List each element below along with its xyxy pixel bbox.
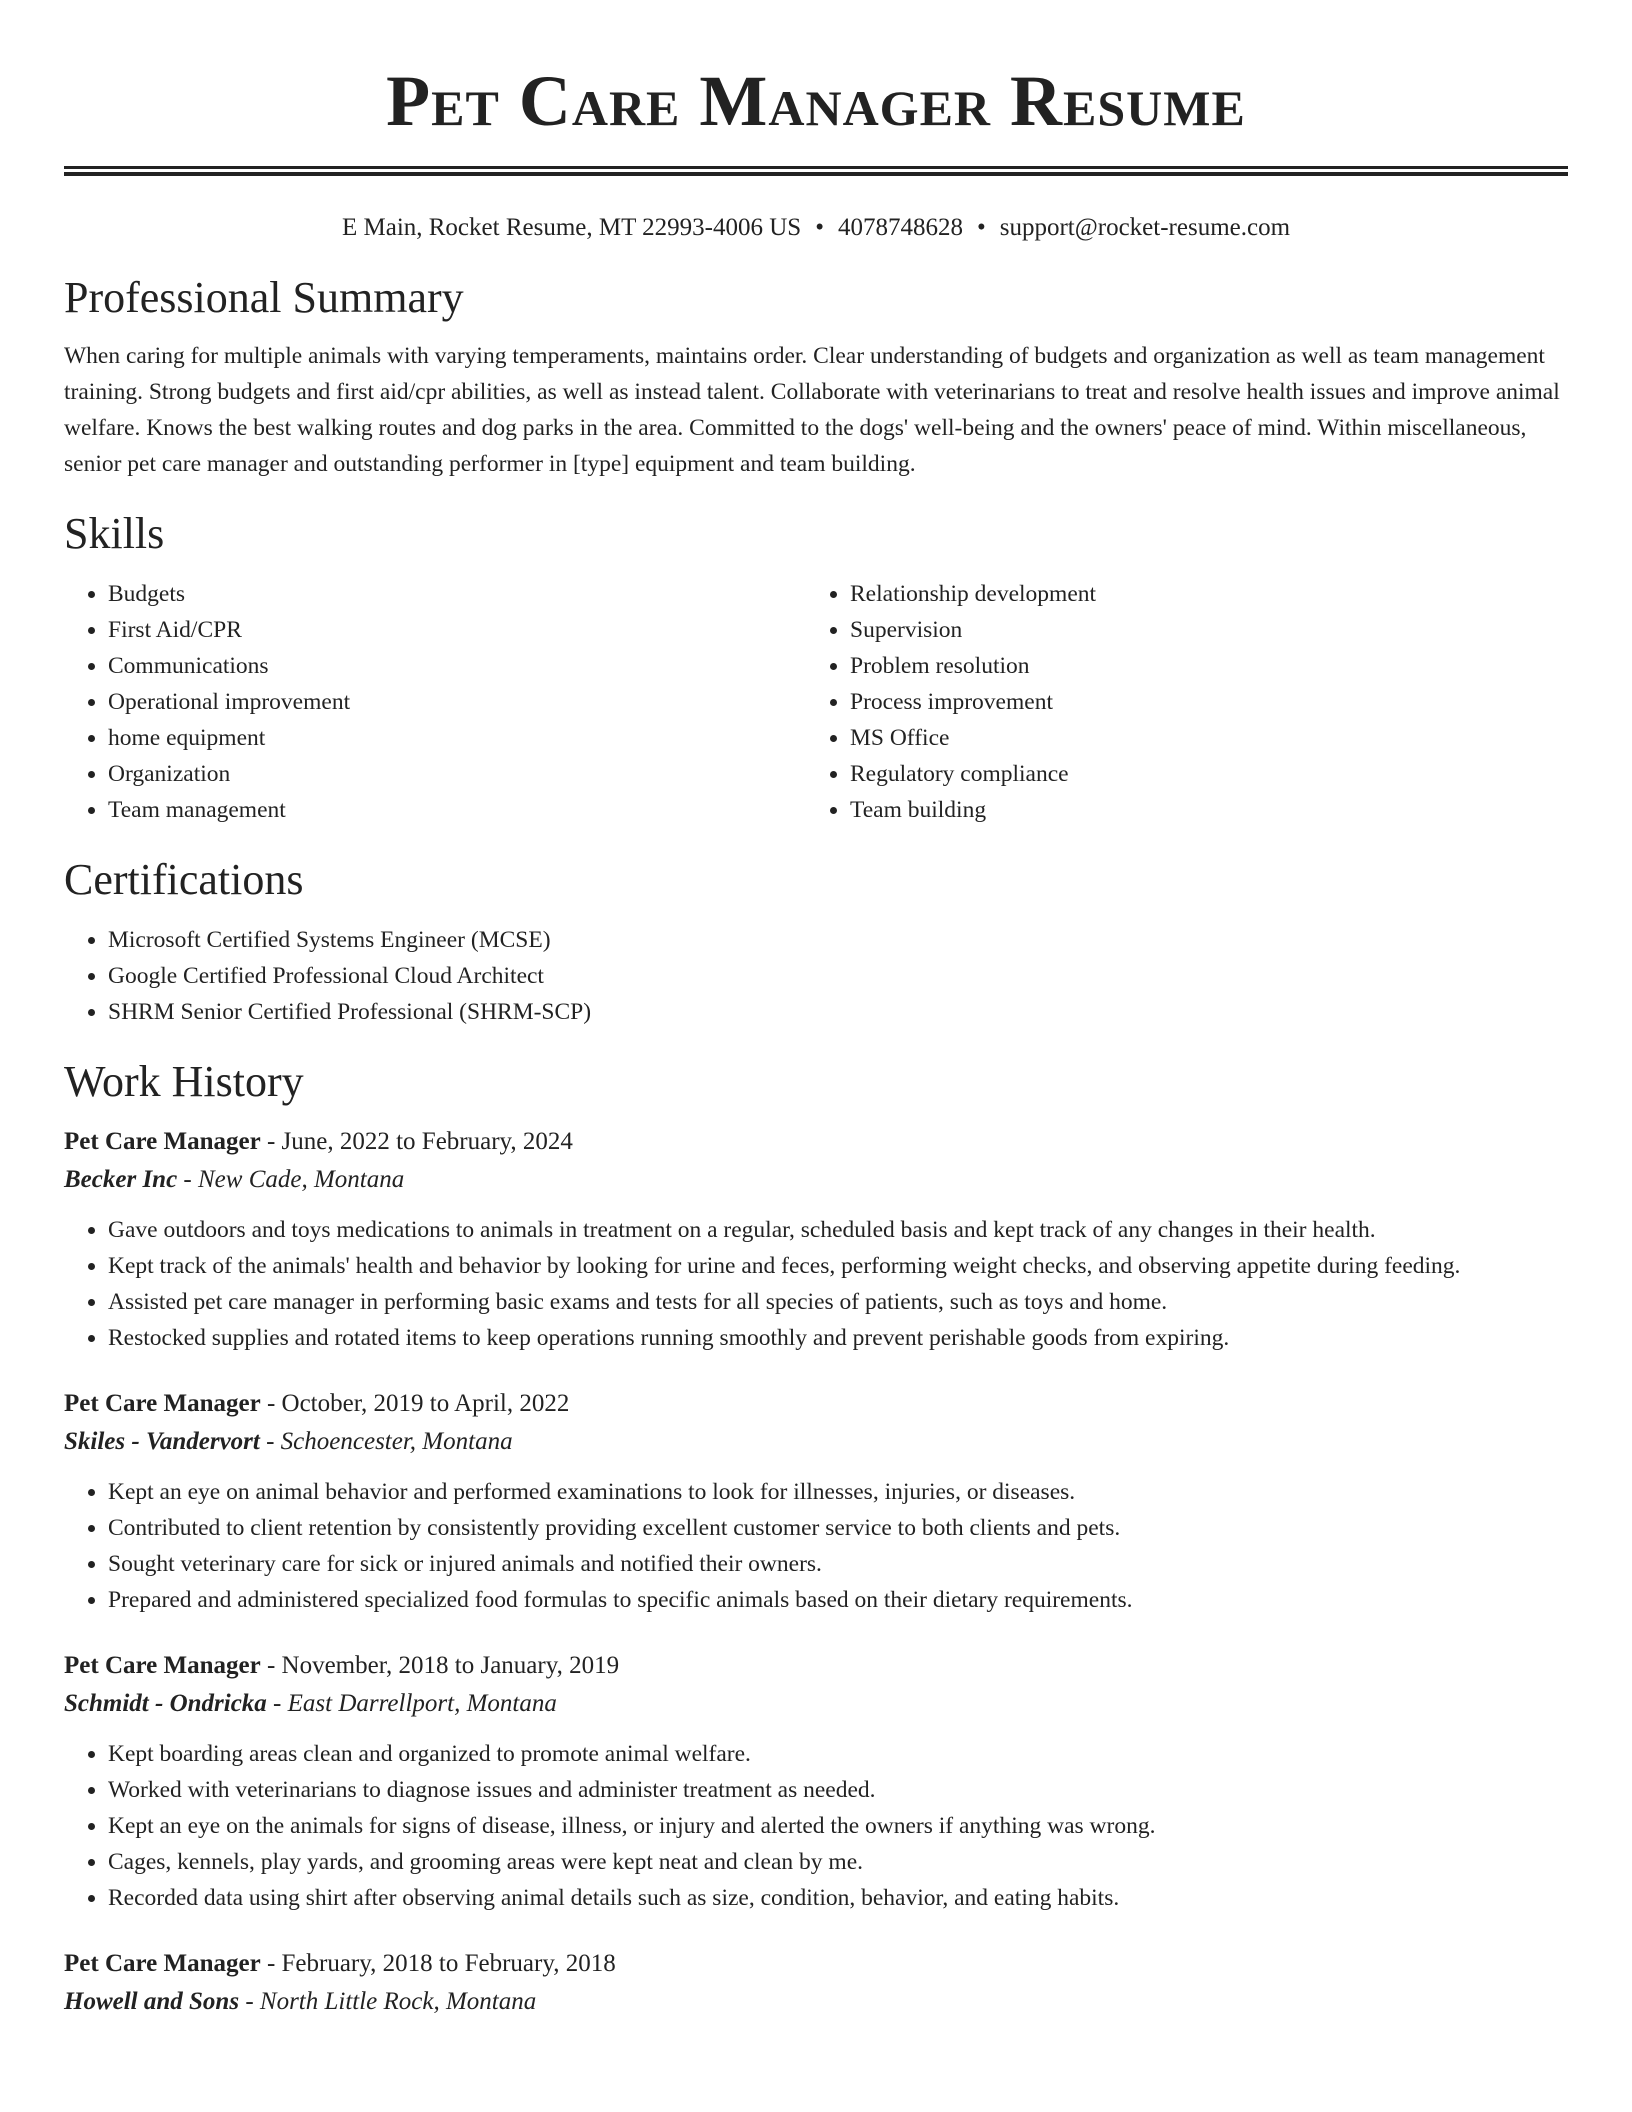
certification-item: • SHRM Senior Certified Professional (SHRM-SCP) xyxy=(108,994,1568,1030)
summary-section xyxy=(64,272,1568,482)
job-bullet: • Kept an eye on animal behavior and performed examinations to look for illnesses, injuries, or diseases. xyxy=(108,1474,1568,1510)
job-bullet: • Prepared and administered specialized food formulas to specific animals based on their dietary requirements. xyxy=(108,1582,1568,1618)
company-name: Becker Inc xyxy=(64,1166,178,1193)
contact-line xyxy=(64,212,1568,244)
certifications-list xyxy=(64,922,1568,1030)
company-location: - New Cade, Montana xyxy=(177,1166,405,1193)
company-name: Skiles - Vandervort xyxy=(64,1428,260,1455)
job-bullet: • Restocked supplies and rotated items to keep operations running smoothly and prevent perishable goods from expiring. xyxy=(108,1320,1568,1356)
skill-item: • First Aid/CPR xyxy=(108,612,806,648)
contact-address: E Main, Rocket Resume, MT 22993-4006 US xyxy=(341,214,802,241)
work-history-heading: Work History xyxy=(64,1057,304,1106)
job-entry xyxy=(64,1124,1568,1356)
skill-item: • Relationship development xyxy=(850,576,1548,612)
bullet-separator: • xyxy=(815,214,824,241)
job-entry xyxy=(64,1386,1568,1618)
work-history-section xyxy=(64,1056,1568,2022)
job-title: Pet Care Manager xyxy=(64,1390,261,1417)
skill-item: • Organization xyxy=(108,756,806,792)
job-bullet: • Kept track of the animals' health and behavior by looking for urine and feces, performing weight checks, and observing appetite during feeding. xyxy=(108,1248,1568,1284)
job-bullets xyxy=(64,1736,1568,1916)
certifications-heading: Certifications xyxy=(64,855,304,904)
job-bullet: • Worked with veterinarians to diagnose issues and administer treatment as needed. xyxy=(108,1772,1568,1808)
job-title: Pet Care Manager xyxy=(64,1950,261,1977)
company-location: - North Little Rock, Montana xyxy=(239,1988,537,2015)
company-name: Schmidt - Ondricka xyxy=(64,1690,267,1717)
title-divider xyxy=(64,166,1568,176)
summary-text: When caring for multiple animals with varying temperaments, maintains order. Clear understanding of budgets and organization as well as team management training. Strong budgets and first aid/cpr abilities, as well as instead talent. Collaborate with veterinarians to treat and resolve health issues and improve animal welfare. Knows the best walking routes and dog parks in the area. Committed to the dogs' well-being and the owners' peace of mind. Within miscellaneous, senior pet care manager and outstanding performer in [type] equipment and team building. xyxy=(64,343,1560,477)
job-bullet: • Gave outdoors and toys medications to animals in treatment on a regular, scheduled basis and kept track of any changes in their health. xyxy=(108,1212,1568,1248)
job-bullet: • Contributed to client retention by consistently providing excellent customer service to both clients and pets. xyxy=(108,1510,1568,1546)
job-dates: - February, 2018 to February, 2018 xyxy=(260,1950,616,1977)
skills-grid xyxy=(64,576,1568,828)
company-line xyxy=(64,1422,1568,1462)
skills-heading: Skills xyxy=(64,509,165,558)
skill-item: • Budgets xyxy=(108,576,806,612)
skill-item: • home equipment xyxy=(108,720,806,756)
job-bullet: • Sought veterinary care for sick or injured animals and notified their owners. xyxy=(108,1546,1568,1582)
job-title-line xyxy=(64,1386,1568,1422)
job-bullets xyxy=(64,1474,1568,1618)
certifications-section xyxy=(64,854,1568,1030)
certification-item: • Microsoft Certified Systems Engineer (MCSE) xyxy=(108,922,1568,958)
certification-item: • Google Certified Professional Cloud Architect xyxy=(108,958,1568,994)
summary-heading: Professional Summary xyxy=(64,273,464,322)
contact-phone: 4078748628 xyxy=(837,214,963,241)
job-entry xyxy=(64,1648,1568,1916)
skill-item: • Operational improvement xyxy=(108,684,806,720)
job-title-line xyxy=(64,1946,1568,1982)
bullet-separator: • xyxy=(976,214,986,241)
job-dates: - November, 2018 to January, 2019 xyxy=(260,1652,620,1679)
job-entry xyxy=(64,1946,1568,2022)
company-name: Howell and Sons xyxy=(64,1988,240,2015)
job-bullet: • Assisted pet care manager in performing basic exams and tests for all species of patients, such as toys and home. xyxy=(108,1284,1568,1320)
skills-section xyxy=(64,508,1568,828)
job-bullet: • Recorded data using shirt after observing animal details such as size, condition, behavior, and eating habits. xyxy=(108,1880,1568,1916)
contact-email: support@rocket-resume.com xyxy=(999,214,1291,241)
skill-item: • Team building xyxy=(850,792,1548,828)
job-dates: - June, 2022 to February, 2024 xyxy=(260,1128,573,1155)
job-title: Pet Care Manager xyxy=(64,1652,261,1679)
skills-list-left xyxy=(64,576,806,828)
company-line xyxy=(64,1982,1568,2022)
job-bullet: • Kept boarding areas clean and organized to promote animal welfare. xyxy=(108,1736,1568,1772)
job-bullets xyxy=(64,1212,1568,1356)
skill-item: • Team management xyxy=(108,792,806,828)
skill-item: • MS Office xyxy=(850,720,1548,756)
skill-item: • Supervision xyxy=(850,612,1548,648)
skill-item: • Communications xyxy=(108,648,806,684)
company-location: - Schoencester, Montana xyxy=(259,1428,513,1455)
job-title-line xyxy=(64,1124,1568,1160)
job-title: Pet Care Manager xyxy=(64,1128,261,1155)
job-bullet: • Kept an eye on the animals for signs of disease, illness, or injury and alerted the owners if anything was wrong. xyxy=(108,1808,1568,1844)
skill-item: • Regulatory compliance xyxy=(850,756,1548,792)
skills-list-right xyxy=(806,576,1548,828)
job-title-line xyxy=(64,1648,1568,1684)
job-dates: - October, 2019 to April, 2022 xyxy=(260,1390,570,1417)
skill-item: • Process improvement xyxy=(850,684,1548,720)
page-title: Pet Care Manager Resume xyxy=(386,61,1246,141)
company-line xyxy=(64,1160,1568,1200)
company-location: - East Darrellport, Montana xyxy=(266,1690,557,1717)
skill-item: • Problem resolution xyxy=(850,648,1548,684)
job-bullet: • Cages, kennels, play yards, and grooming areas were kept neat and clean by me. xyxy=(108,1844,1568,1880)
company-line xyxy=(64,1684,1568,1724)
